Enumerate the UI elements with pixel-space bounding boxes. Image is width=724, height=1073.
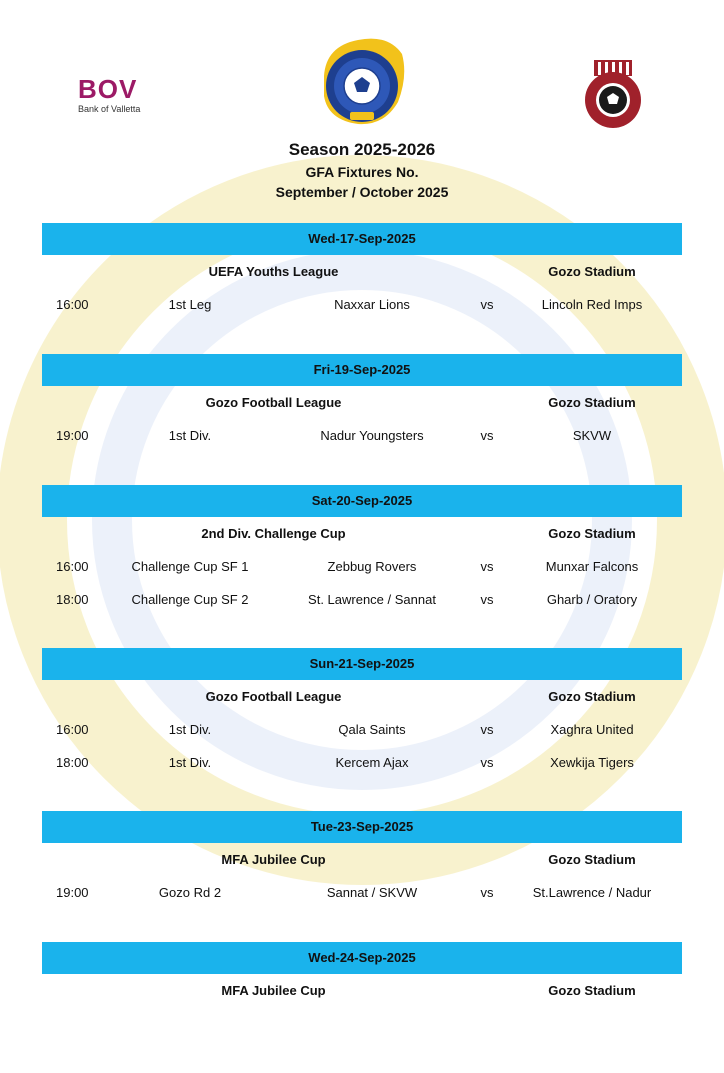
match-row — [42, 713, 682, 746]
away-team: Gharb / Oratory — [546, 592, 638, 607]
months-title: September / October 2025 — [275, 184, 449, 200]
day-block — [42, 648, 682, 811]
match-stage: 1st Div. — [168, 722, 212, 737]
match-time: 16:00 — [56, 722, 89, 737]
gfa-crest-logo — [318, 36, 406, 128]
venue-name: Gozo Stadium — [548, 983, 636, 998]
competition-name: Gozo Football League — [205, 395, 342, 410]
competition-name: UEFA Youths League — [208, 264, 339, 279]
competition-row — [42, 974, 682, 1007]
vs-label: vs — [480, 559, 494, 574]
match-time: 19:00 — [56, 885, 89, 900]
match-row — [42, 550, 682, 583]
home-team: Zebbug Rovers — [327, 559, 417, 574]
competition-name: 2nd Div. Challenge Cup — [201, 526, 346, 541]
date-bar: Wed-17-Sep-2025 — [42, 223, 682, 255]
match-row — [42, 419, 682, 452]
match-time: 18:00 — [56, 592, 89, 607]
match-time: 16:00 — [56, 559, 89, 574]
venue-name: Gozo Stadium — [548, 852, 636, 867]
venue-name: Gozo Stadium — [548, 395, 636, 410]
date-bar: Fri-19-Sep-2025 — [42, 354, 682, 386]
competition-row — [42, 517, 682, 550]
competition-row — [42, 255, 682, 288]
match-stage: 1st Div. — [168, 755, 212, 770]
vs-label: vs — [480, 297, 494, 312]
date-bar: Tue-23-Sep-2025 — [42, 811, 682, 843]
day-block — [42, 223, 682, 354]
gozo-football-league-logo — [580, 58, 646, 130]
bov-logo — [78, 76, 140, 114]
match-row — [42, 583, 682, 616]
day-block — [42, 354, 682, 485]
match-stage: Gozo Rd 2 — [158, 885, 222, 900]
competition-name: Gozo Football League — [205, 689, 342, 704]
competition-name: MFA Jubilee Cup — [221, 852, 326, 867]
vs-label: vs — [480, 428, 494, 443]
competition-row — [42, 843, 682, 876]
day-block — [42, 811, 682, 942]
date-bar: Sun-21-Sep-2025 — [42, 648, 682, 680]
day-block — [42, 942, 682, 1073]
away-team: Munxar Falcons — [545, 559, 639, 574]
vs-label: vs — [480, 592, 494, 607]
match-stage: Challenge Cup SF 2 — [131, 592, 249, 607]
away-team: Xaghra United — [550, 722, 634, 737]
home-team: Naxxar Lions — [334, 297, 410, 312]
vs-label: vs — [480, 885, 494, 900]
away-team: Xewkija Tigers — [550, 755, 634, 770]
home-team: Qala Saints — [338, 722, 406, 737]
date-bar: Sat-20-Sep-2025 — [42, 485, 682, 517]
vs-label: vs — [480, 722, 494, 737]
competition-name: MFA Jubilee Cup — [221, 983, 326, 998]
competition-row — [42, 386, 682, 419]
away-team: Lincoln Red Imps — [541, 297, 643, 312]
venue-name: Gozo Stadium — [548, 526, 636, 541]
home-team: St. Lawrence / Sannat — [308, 592, 436, 607]
day-block — [42, 485, 682, 648]
date-bar: Wed-24-Sep-2025 — [42, 942, 682, 974]
venue-name: Gozo Stadium — [548, 264, 636, 279]
match-row — [42, 876, 682, 909]
bov-logo-subtitle: Bank of Valletta — [78, 104, 141, 114]
bov-logo-mark: BOV — [78, 74, 138, 104]
home-team: Sannat / SKVW — [326, 885, 418, 900]
home-team: Kercem Ajax — [335, 755, 409, 770]
match-time: 19:00 — [56, 428, 89, 443]
season-title: Season 2025-2026 — [288, 140, 436, 159]
match-stage: 1st Div. — [168, 428, 212, 443]
away-team: St.Lawrence / Nadur — [532, 885, 652, 900]
competition-row — [42, 680, 682, 713]
match-row — [42, 746, 682, 779]
fixtures-schedule — [42, 223, 682, 1073]
venue-name: Gozo Stadium — [548, 689, 636, 704]
home-team: Nadur Youngsters — [320, 428, 424, 443]
fixtures-title: GFA Fixtures No. — [305, 164, 419, 180]
match-time: 16:00 — [56, 297, 89, 312]
match-stage: Challenge Cup SF 1 — [131, 559, 249, 574]
match-row — [42, 288, 682, 321]
match-stage: 1st Leg — [168, 297, 212, 312]
away-team: SKVW — [572, 428, 612, 443]
match-time: 18:00 — [56, 755, 89, 770]
vs-label: vs — [480, 755, 494, 770]
